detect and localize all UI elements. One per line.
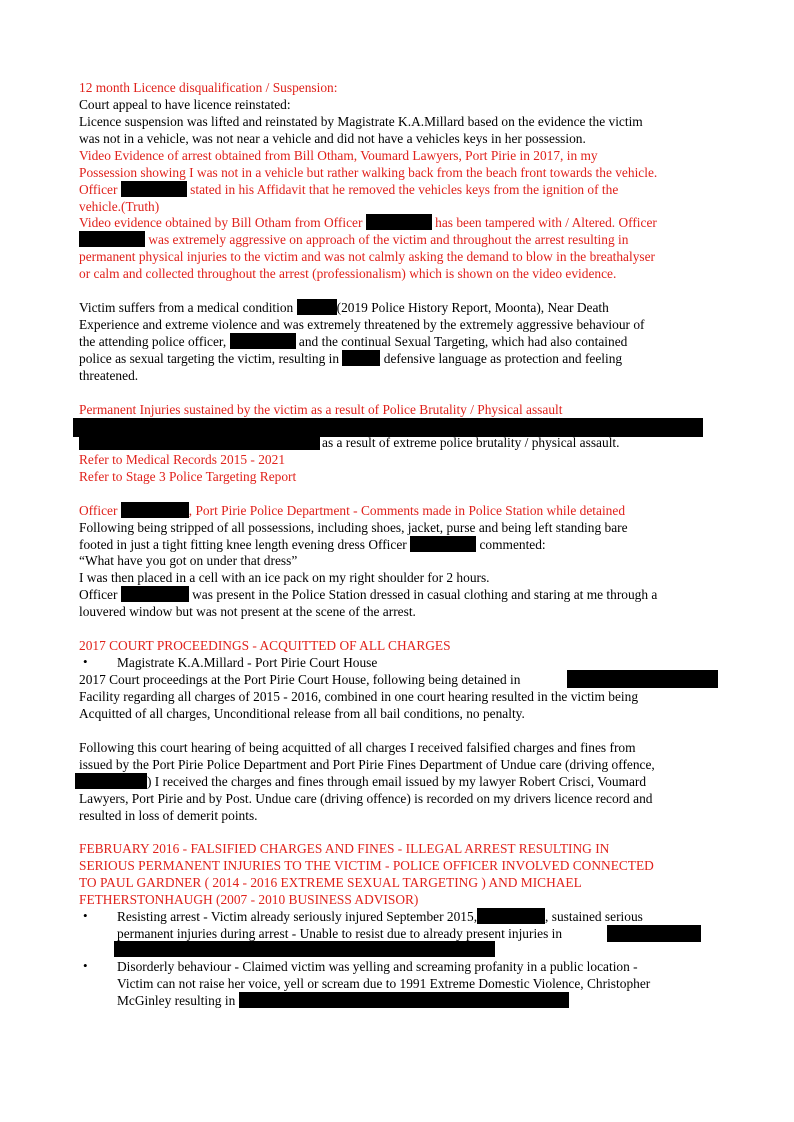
- text-line: “What have you got on under that dress”: [79, 553, 298, 568]
- text-fragment: was extremely aggressive on approach of the victim and throughout the arrest resulting in: [148, 232, 629, 247]
- redaction-bar: [121, 181, 187, 197]
- list-item-line: Victim can not raise her voice, yell or scream due to 1991 Extreme Domestic Violence, Christopher: [117, 976, 651, 991]
- bullet-marker: •: [83, 958, 88, 973]
- list-item: Disorderly behaviour - Claimed victim was yelling and screaming profanity in a public location -: [117, 959, 638, 974]
- text-line: I was then placed in a cell with an ice pack on my right shoulder for 2 hours.: [79, 570, 490, 585]
- bullet-marker: •: [83, 908, 88, 923]
- text-line: as a result of extreme police brutality / physical assault.: [322, 435, 620, 450]
- redaction-bar: [366, 214, 432, 230]
- text-fragment: has been tampered with / Altered. Officer: [435, 215, 657, 230]
- redaction-bar: [114, 941, 495, 957]
- text-line: Acquitted of all charges, Unconditional release from all bail conditions, no penalty.: [79, 706, 525, 721]
- text-line: Licence suspension was lifted and reinstated by Magistrate K.A.Millard based on the evidence the victim: [79, 114, 643, 129]
- text-line: [79, 350, 622, 367]
- text-fragment: , sustained serious: [545, 909, 643, 924]
- list-item: Magistrate K.A.Millard - Port Pirie Court House: [117, 655, 378, 670]
- text-line: louvered window but was not present at the scene of the arrest.: [79, 604, 416, 619]
- text-line: or calm and collected throughout the arrest (professionalism) which is shown on the video evidence.: [79, 266, 617, 281]
- redaction-bar: [121, 502, 189, 518]
- falsified-charges-heading: SERIOUS PERMANENT INJURIES TO THE VICTIM - POLICE OFFICER INVOLVED CONNECTED: [79, 858, 654, 873]
- text-fragment: Officer: [79, 587, 118, 602]
- text-fragment: (2019 Police History Report, Moonta), Near Death: [336, 300, 609, 315]
- redaction-bar: [607, 925, 701, 942]
- redaction-bar: [297, 299, 337, 315]
- redaction-bar: [342, 350, 380, 366]
- text-line: was not in a vehicle, was not near a vehicle and did not have a vehicles keys in her possession.: [79, 131, 586, 146]
- text-fragment: defensive language as protection and feeling: [383, 351, 623, 366]
- text-fragment: , Port Pirie Police Department - Comments made in Police Station while detained: [188, 503, 626, 518]
- text-line: vehicle.(Truth): [79, 199, 160, 214]
- list-item-line: permanent injuries during arrest - Unable to resist due to already present injuries in: [117, 926, 563, 941]
- text-fragment: was present in the Police Station dressed in casual clothing and staring at me through a: [192, 587, 658, 602]
- list-item: [117, 908, 643, 925]
- text-fragment: Officer: [79, 182, 118, 197]
- text-fragment: ) I received the charges and fines through email issued by my lawyer Robert Crisci, Voumard: [147, 774, 647, 789]
- text-fragment: Officer: [79, 503, 118, 518]
- text-line: Refer to Medical Records 2015 - 2021: [79, 452, 286, 467]
- text-line: threatened.: [79, 368, 139, 383]
- text-line: [79, 299, 609, 316]
- text-line: [79, 214, 657, 231]
- text-line: issued by the Port Pirie Police Department and Port Pirie Fines Department of Undue care (driving offence,: [79, 757, 655, 772]
- text-line: Court appeal to have licence reinstated:: [79, 97, 291, 112]
- redaction-bar: [567, 670, 718, 688]
- falsified-charges-heading: FEBRUARY 2016 - FALSIFIED CHARGES AND FINES - ILLEGAL ARREST RESULTING IN: [79, 841, 610, 856]
- text-fragment: Video evidence obtained by Bill Otham from Officer: [79, 215, 363, 230]
- text-line: Following this court hearing of being acquitted of all charges I received falsified charges and fines from: [79, 740, 636, 755]
- text-line: 2017 Court proceedings at the Port Pirie Court House, following being detained in: [79, 672, 521, 687]
- text-fragment: police as sexual targeting the victim, resulting in: [79, 351, 340, 366]
- text-line: Refer to Stage 3 Police Targeting Report: [79, 469, 297, 484]
- text-line: [75, 773, 646, 790]
- text-line: Possession showing I was not in a vehicle but rather walking back from the beach front towards the vehicle.: [79, 165, 658, 180]
- text-line: [79, 536, 546, 553]
- falsified-charges-heading: TO PAUL GARDNER ( 2014 - 2016 EXTREME SEXUAL TARGETING ) AND MICHAEL: [79, 875, 582, 890]
- text-fragment: commented:: [479, 537, 546, 552]
- court-proceedings-heading: 2017 COURT PROCEEDINGS - ACQUITTED OF ALL CHARGES: [79, 638, 451, 653]
- text-line: Following being stripped of all possessions, including shoes, jacket, purse and being left standing bare: [79, 520, 628, 535]
- text-line: [79, 231, 628, 248]
- text-fragment: Victim suffers from a medical condition: [79, 300, 294, 315]
- redaction-bar: [410, 536, 476, 552]
- text-line: permanent physical injuries to the victim and was not calmly asking the demand to blow in the breathalyser: [79, 249, 656, 264]
- redaction-bar: [121, 586, 189, 602]
- redaction-bar: [230, 333, 296, 349]
- text-line: resulted in loss of demerit points.: [79, 808, 258, 823]
- police-station-heading: [79, 502, 625, 519]
- text-fragment: stated in his Affidavit that he removed the vehicles keys from the ignition of the: [190, 182, 619, 197]
- redaction-bar: [79, 434, 320, 450]
- text-fragment: and the continual Sexual Targeting, which had also contained: [298, 334, 628, 349]
- redaction-bar: [239, 992, 569, 1008]
- text-line: [79, 333, 627, 350]
- text-fragment: footed in just a tight fitting knee length evening dress Officer: [79, 537, 407, 552]
- list-item-line: [117, 992, 569, 1009]
- text-line: [79, 181, 618, 198]
- text-line: Lawyers, Port Pirie and by Post. Undue care (driving offence) is recorded on my drivers licence record and: [79, 791, 653, 806]
- falsified-charges-heading: FETHERSTONHAUGH (2007 - 2010 BUSINESS ADVISOR): [79, 892, 419, 907]
- text-line: Video Evidence of arrest obtained from Bill Otham, Voumard Lawyers, Port Pirie in 2017, in my: [79, 148, 598, 163]
- text-fragment: Resisting arrest - Victim already seriously injured September 2015,: [117, 909, 478, 924]
- text-fragment: the attending police officer,: [79, 334, 227, 349]
- text-line: Facility regarding all charges of 2015 - 2016, combined in one court hearing resulted in the victim being: [79, 689, 639, 704]
- text-line: Experience and extreme violence and was extremely threatened by the extremely aggressive behaviour of: [79, 317, 645, 332]
- text-line: [79, 586, 657, 603]
- bullet-marker: •: [83, 654, 88, 669]
- redaction-bar: [79, 231, 145, 247]
- redaction-bar: [75, 773, 147, 789]
- redaction-bar: [477, 908, 545, 924]
- text-fragment: McGinley resulting in: [117, 993, 236, 1008]
- injuries-heading: Permanent Injuries sustained by the victim as a result of Police Brutality / Physical assault: [79, 402, 563, 417]
- licence-suspension-heading: 12 month Licence disqualification / Suspension:: [79, 80, 338, 95]
